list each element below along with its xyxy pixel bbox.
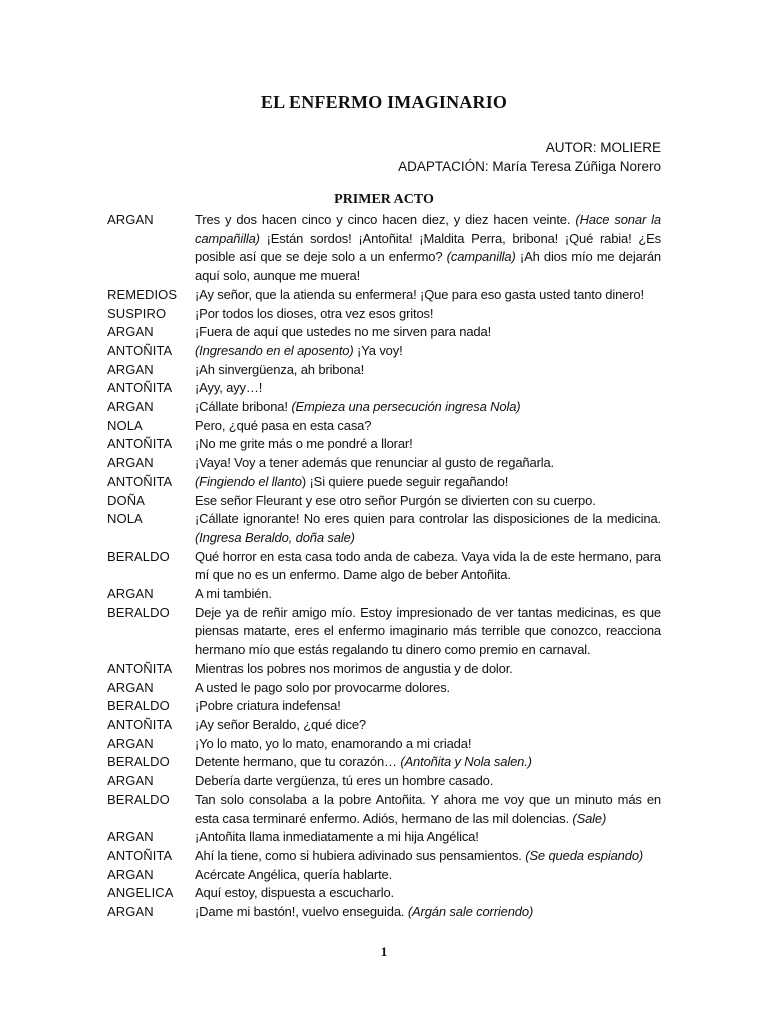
speech-segment: ¡Cállate ignorante! No eres quien para controlar las disposiciones de la medicina.	[195, 511, 661, 527]
speaker-name: ANGELICA	[107, 885, 174, 901]
dialogue-line	[107, 417, 661, 436]
speech-text	[195, 884, 661, 903]
speech-segment: Tan solo consolaba a la pobre Antoñita. Y ahora me voy que un minuto más en esta casa terminaré enfermo. Adiós, hermano de las mil dolencias.	[195, 791, 661, 826]
dialogue-line	[107, 398, 661, 417]
speech-text	[195, 473, 661, 492]
stage-direction: (Antoñita y Nola salen.)	[400, 754, 532, 770]
document-title: EL ENFERMO IMAGINARIO	[260, 92, 508, 112]
speech-text	[195, 510, 661, 547]
speech-segment: ¡Ayy, ayy…!	[195, 380, 263, 396]
speech-text	[195, 735, 661, 754]
speech-text	[195, 323, 661, 342]
speech-segment: Qué horror en esta casa todo anda de cabeza. Vaya vida la de este hermano, para mí que no es un enfermo. Dame algo de beber Antoñita.	[195, 548, 661, 583]
speech-text	[195, 903, 661, 922]
speech-text	[195, 361, 661, 380]
dialogue-line	[107, 697, 661, 716]
speech-text	[195, 435, 661, 454]
speech-segment: ) ¡Si quiere puede seguir regañando!	[301, 473, 509, 489]
speech-segment: ¡Por todos los dioses, otra vez esos gritos!	[195, 305, 434, 321]
speech-text	[195, 305, 661, 324]
speech-text	[195, 772, 661, 791]
speech-text	[195, 379, 661, 398]
speech-segment: ¡Ya voy!	[353, 342, 403, 358]
speech-text	[195, 454, 661, 473]
speech-segment: ¡Cállate bribona!	[195, 399, 292, 415]
dialogue-line	[107, 735, 661, 754]
dialogue-line	[107, 716, 661, 735]
speech-segment: Ese señor Fleurant y ese otro señor Purgón se divierten con su cuerpo.	[195, 492, 596, 508]
speaker-name: DOÑA	[107, 492, 145, 508]
speaker-name: ANTOÑITA	[107, 436, 173, 452]
stage-direction: (Hace sonar la campañilla)	[195, 212, 661, 246]
dialogue-line	[107, 435, 661, 454]
dialogue-line	[107, 903, 661, 922]
speaker-name: ANTOÑITA	[107, 847, 173, 863]
author-block	[398, 138, 661, 176]
speaker-name: ARGAN	[107, 866, 154, 882]
speech-text	[195, 286, 661, 305]
speaker-name: ARGAN	[107, 455, 154, 471]
adaptation-line: ADAPTACIÓN: María Teresa Zúñiga Norero	[398, 159, 661, 174]
speaker-name: ARGAN	[107, 324, 154, 340]
speech-segment: ¡Están sordos! ¡Antoñita! ¡Maldita Perra, bribona! ¡Qué rabia! ¿Es posible así que se deje solo a un enfermo?	[195, 230, 661, 265]
speech-segment: ¡Pobre criatura indefensa!	[195, 698, 341, 714]
speaker-name: ANTOÑITA	[107, 380, 173, 396]
speech-segment: Pero, ¿qué pasa en esta casa?	[195, 417, 372, 433]
speaker-name: ARGAN	[107, 212, 154, 227]
speaker-name: ARGAN	[107, 399, 154, 415]
dialogue-line	[107, 361, 661, 380]
dialogue-line	[107, 454, 661, 473]
speech-text	[195, 866, 661, 885]
speech-segment: ¡Ay señor, que la atienda su enfermera! ¡Que para eso gasta usted tanto dinero!	[195, 286, 644, 302]
speaker-name: ARGAN	[107, 361, 154, 377]
speech-text	[195, 697, 661, 716]
dialogue-line	[107, 585, 661, 604]
speaker-name: ANTOÑITA	[107, 473, 173, 489]
speech-text	[195, 753, 661, 772]
speaker-name: REMEDIOS	[107, 286, 178, 302]
speech-text	[195, 398, 661, 417]
speaker-name: ANTOÑITA	[107, 342, 173, 358]
speech-text	[195, 417, 661, 436]
stage-direction: (Empieza una persecución ingresa Nola)	[291, 399, 521, 415]
speaker-name: BERALDO	[107, 791, 170, 807]
dialogue-line	[107, 548, 661, 585]
speech-segment: ¡No me grite más o me pondré a llorar!	[195, 436, 413, 452]
dialogue-line	[107, 305, 661, 324]
act-heading: PRIMER ACTO	[334, 192, 434, 207]
speaker-name: ANTOÑITA	[107, 716, 173, 732]
speaker-name: NOLA	[107, 511, 143, 527]
speech-segment: ¡Antoñita llama inmediatamente a mi hija Angélica!	[195, 829, 479, 845]
stage-direction: (Fingiendo el llanto	[195, 473, 302, 489]
author-line: AUTOR: MOLIERE	[545, 140, 661, 155]
dialogue-line	[107, 660, 661, 679]
speech-segment: Aquí estoy, dispuesta a escucharlo.	[195, 885, 395, 901]
speech-text	[195, 716, 661, 735]
stage-direction: (Ingresando en el aposento)	[195, 342, 354, 358]
stage-direction: (Argán sale corriendo)	[407, 904, 534, 920]
speech-segment: ¡Yo lo mato, yo lo mato, enamorando a mi criada!	[195, 735, 472, 751]
speech-text	[195, 548, 661, 585]
speaker-name: ARGAN	[107, 679, 154, 695]
dialogue-line	[107, 847, 661, 866]
dialogue-line	[107, 342, 661, 361]
speaker-name: BERALDO	[107, 604, 170, 620]
speaker-name: BERALDO	[107, 754, 170, 770]
speech-segment: ¡Dame mi bastón!, vuelvo enseguida.	[195, 904, 408, 920]
speaker-name: BERALDO	[107, 698, 170, 714]
dialogue-line	[107, 492, 661, 511]
speaker-name: ARGAN	[107, 829, 154, 845]
speaker-name: BERALDO	[107, 548, 170, 564]
dialogue-line	[107, 510, 661, 547]
dialogue-line	[107, 791, 661, 828]
speech-segment: Mientras los pobres nos morimos de angustia y de dolor.	[195, 660, 513, 676]
speech-segment: Debería darte vergüenza, tú eres un hombre casado.	[195, 773, 494, 789]
speech-segment: A mi también.	[195, 586, 272, 602]
speech-segment: Detente hermano, que tu corazón…	[195, 754, 401, 770]
speech-segment: ¡Vaya! Voy a tener además que renunciar al gusto de regañarla.	[195, 455, 555, 471]
speech-segment: Acércate Angélica, quería hablarte.	[195, 866, 393, 882]
stage-direction: (Ingresa Beraldo, doña sale)	[195, 529, 355, 545]
stage-direction: (Sale)	[572, 810, 607, 826]
speech-segment: ¡Fuera de aquí que ustedes no me sirven para nada!	[195, 324, 492, 340]
dialogue-line	[107, 679, 661, 698]
speech-text	[195, 342, 661, 361]
speaker-name: ARGAN	[107, 904, 154, 920]
speech-text	[195, 585, 661, 604]
speaker-name: ARGAN	[107, 773, 154, 789]
dialogue-line	[107, 473, 661, 492]
dialogue-line	[107, 884, 661, 903]
dialogue-line	[107, 772, 661, 791]
dialogue-line	[107, 323, 661, 342]
dialogue-line	[107, 211, 661, 286]
speech-text	[195, 847, 661, 866]
stage-direction: (Se queda espiando)	[525, 847, 644, 863]
speaker-name: ANTOÑITA	[107, 660, 173, 676]
speech-text	[195, 679, 661, 698]
speech-text	[195, 660, 661, 679]
dialogue-line	[107, 604, 661, 660]
dialogue-line	[107, 286, 661, 305]
dialogue-line	[107, 866, 661, 885]
speech-segment: ¡Ah sinvergüenza, ah bribona!	[195, 361, 365, 377]
speech-segment: A usted le pago solo por provocarme dolores.	[195, 679, 450, 695]
speech-text	[195, 604, 661, 660]
speaker-name: ARGAN	[107, 586, 154, 602]
speech-segment: Deje ya de reñir amigo mío. Estoy impresionado de ver tantas medicinas, es que piensas matarte, eres el enfermo imaginario más terrible que conozco, reacciona hermano mío que estás regalando tu dinero como premio en carnaval.	[195, 604, 661, 658]
dialogue-line	[107, 379, 661, 398]
dialogue-line	[107, 828, 661, 847]
speaker-name: SUSPIRO	[107, 305, 167, 321]
dialogue-line	[107, 753, 661, 772]
page-number: 1	[380, 944, 388, 959]
speech-text	[195, 828, 661, 847]
speech-text	[195, 211, 661, 286]
speaker-name: ARGAN	[107, 735, 154, 751]
speech-segment: ¡Ah dios mío me dejarán aquí solo, aunque me muera!	[195, 249, 661, 284]
speech-segment: Ahí la tiene, como si hubiera adivinado sus pensamientos.	[195, 847, 526, 863]
speech-segment: ¡Ay señor Beraldo, ¿qué dice?	[195, 716, 367, 732]
speech-text	[195, 791, 661, 828]
speech-segment: Tres y dos hacen cinco y cinco hacen diez, y diez hacen veinte.	[195, 212, 576, 227]
speaker-name: NOLA	[107, 417, 143, 433]
dialogue-list	[107, 211, 661, 922]
speech-text	[195, 492, 661, 511]
stage-direction: (campanilla)	[446, 249, 516, 265]
